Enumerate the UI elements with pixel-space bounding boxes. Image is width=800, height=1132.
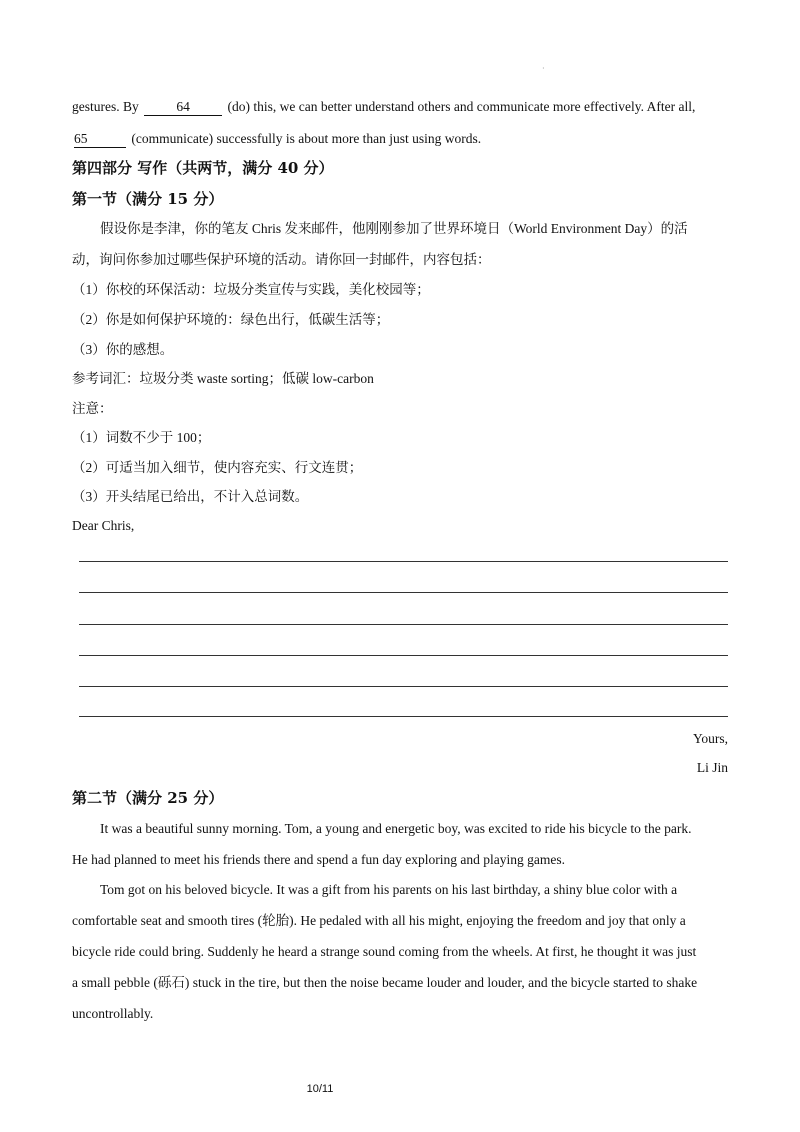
section1-title: 第一节（满分 15 分） [72,190,224,208]
story-line: a small pebble (砾石) stuck in the tire, but then the noise became louder and louder, and the bicycle started to shake [72,975,698,990]
scan-speck: · [542,64,545,73]
section2-title: 第二节（满分 25 分） [72,789,224,807]
prompt-line-1: 假设你是李津，你的笔友 Chris 发来邮件，他刚刚参加了世界环境日（World Environment Day）的活 [100,221,688,236]
writing-line[interactable] [79,655,728,656]
writing-line[interactable] [79,561,728,562]
signature: Li Jin [696,760,728,775]
part4-title: 第四部分 写作（共两节，满分 40 分） [72,159,334,177]
story-line: He had planned to meet his friends there and spend a fun day exploring and playing games. [72,852,565,867]
cloze-line-2 [72,130,481,148]
greeting: Dear Chris, [72,518,135,533]
cloze-text: (do) this, we can better understand others and communicate more effectively. After all, [227,99,696,114]
vocab-note: 参考词汇：垃圾分类 waste sorting；低碳 low-carbon [72,371,374,386]
story-line: It was a beautiful sunny morning. Tom, a young and energetic boy, was excited to ride his bicycle to the park. [100,821,692,836]
writing-line[interactable] [79,686,728,687]
prompt-point: （1）你校的环保活动：垃圾分类宣传与实践，美化校园等； [72,282,430,297]
story-line: bicycle ride could bring. Suddenly he heard a strange sound coming from the wheels. At first, he thought it was just [72,944,697,959]
blank-65[interactable]: 65 [74,131,126,148]
story-line: Tom got on his beloved bicycle. It was a gift from his parents on his last birthday, a shiny blue color with a [100,882,678,897]
blank-64[interactable]: 64 [144,99,222,116]
note-item: （2）可适当加入细节，使内容充实、行文连贯； [72,460,363,475]
writing-line[interactable] [79,716,728,717]
page-number: 10/11 [306,1083,334,1095]
note-item: （1）词数不少于 100； [72,430,211,445]
prompt-point: （3）你的感想。 [72,342,174,357]
prompt-line-2: 动，询问你参加过哪些保护环境的活动。请你回一封邮件，内容包括： [72,252,491,267]
cloze-text: (communicate) successfully is about more than just using words. [131,131,482,146]
writing-line[interactable] [79,592,728,593]
prompt-point: （2）你是如何保护环境的：绿色出行，低碳生活等； [72,312,390,327]
cloze-text: gestures. By [72,99,139,114]
writing-line[interactable] [79,624,728,625]
story-line: comfortable seat and smooth tires (轮胎). He pedaled with all his might, enjoying the freedom and joy that only a [72,913,686,928]
notes-title: 注意： [72,401,113,416]
story-line: uncontrollably. [72,1006,154,1021]
note-item: （3）开头结尾已给出，不计入总词数。 [72,489,309,504]
cloze-line-1 [72,98,695,116]
closing: Yours, [692,731,728,746]
